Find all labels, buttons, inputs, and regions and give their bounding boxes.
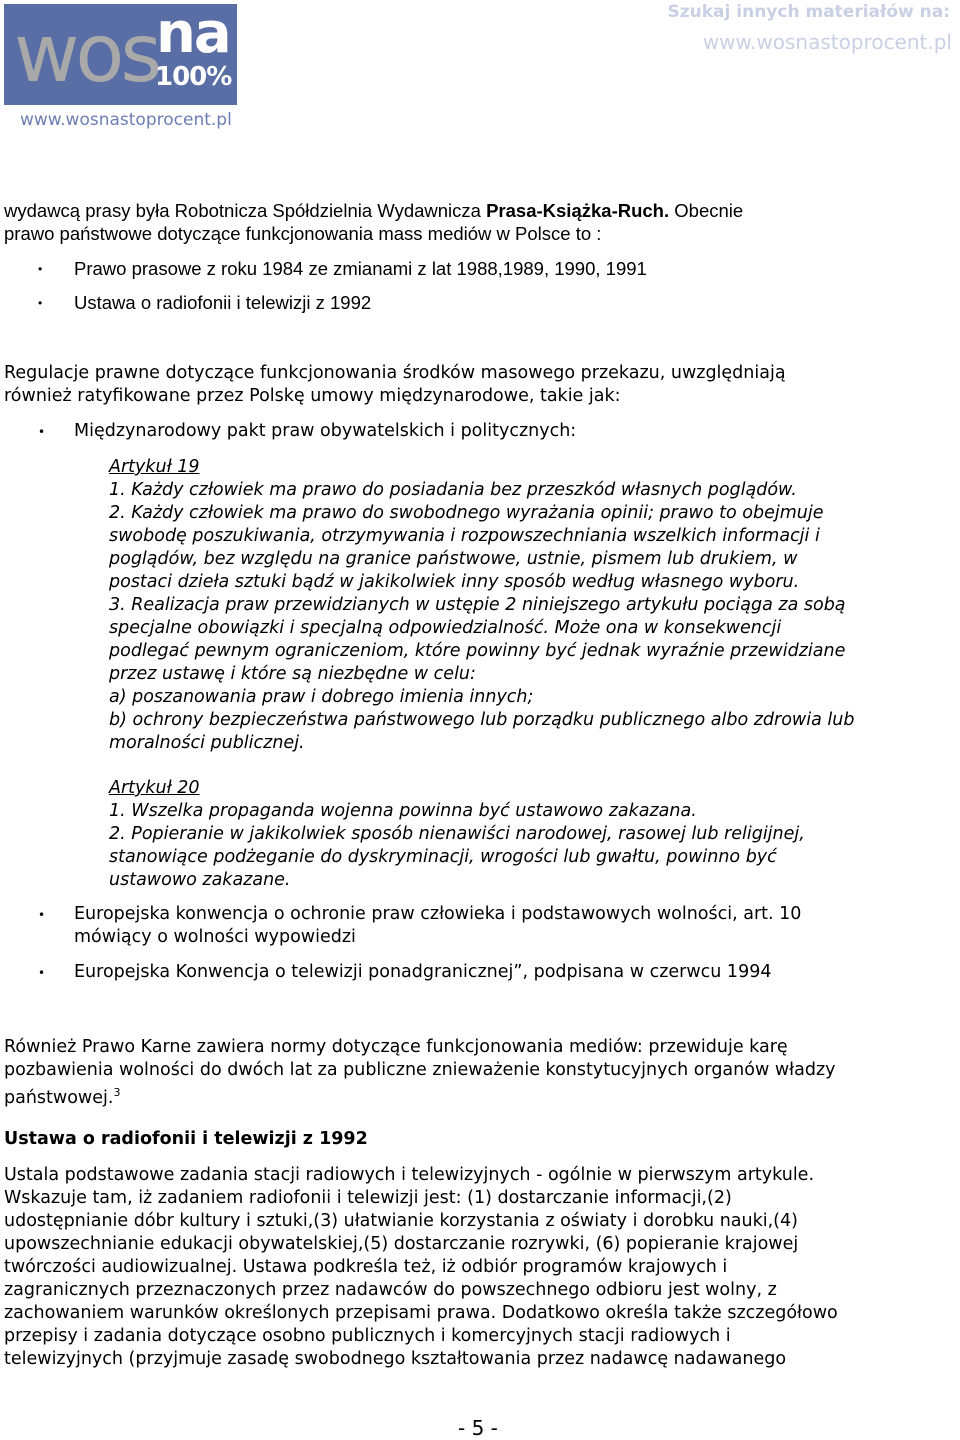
list-item-pakt: Międzynarodowy pakt praw obywatelskich i politycznych: xyxy=(74,421,577,441)
karne-text: państwowej. xyxy=(4,1087,114,1108)
ustawa-line: Wskazuje tam, iż zadaniem radiofonii i telewizji jest: (1) dostarczanie informacji,(2) xyxy=(4,1188,732,1208)
article-line: b) ochrony bezpieczeństwa państwowego lub porządku publicznego albo zdrowia lub xyxy=(109,710,855,730)
ustawa-line: zagranicznych przeznaczonych przez nadawców do powszechnego odbioru jest wolny, z xyxy=(4,1280,777,1300)
logo-url-link[interactable]: www.wosnastoprocent.pl xyxy=(20,110,232,130)
logo-wos-text: wos xyxy=(14,7,159,100)
article-line: specjalne obowiązki i specjalną odpowiedzialność. Może ona w konsekwencji xyxy=(109,618,782,638)
article-line: podlegać pewnym ograniczeniom, które powinny być jednak wyraźnie przewidziane xyxy=(109,641,846,661)
footnote-marker[interactable]: 3 xyxy=(113,1086,121,1099)
intro-line-2: prawo państwowe dotyczące funkcjonowania mass mediów w Polsce to : xyxy=(4,223,602,244)
karne-line-2: pozbawienia wolności do dwóch lat za publiczne znieważenie konstytucyjnych organów władzy xyxy=(4,1060,836,1080)
list-item-echr-line-2: mówiący o wolności wypowiedzi xyxy=(74,927,356,947)
list-item-echr-line-1: Europejska konwencja o ochronie praw człowieka i podstawowych wolności, art. 10 xyxy=(74,904,802,924)
site-logo[interactable] xyxy=(4,1,237,105)
intro-text-b: Obecnie xyxy=(669,200,744,221)
article-line: 3. Realizacja praw przewidzianych w ustępie 2 niniejszego artykułu pociąga za sobą xyxy=(109,595,846,615)
article-20 xyxy=(109,777,805,892)
karne-line-1: Również Prawo Karne zawiera normy dotyczące funkcjonowania mediów: przewiduje karę xyxy=(4,1037,788,1057)
bullet-icon: • xyxy=(38,262,43,276)
article-line: moralności publicznej. xyxy=(109,733,305,753)
bullet-icon: • xyxy=(38,296,43,310)
regulacje-line-2: również ratyfikowane przez Polskę umowy międzynarodowe, takie jak: xyxy=(4,386,621,406)
list-item: Ustawa o radiofonii i telewizji z 1992 xyxy=(74,292,372,313)
article-line: 2. Popieranie w jakikolwiek sposób nienawiści narodowej, rasowej lub religijnej, xyxy=(109,824,805,844)
bullet-icon: • xyxy=(38,425,46,439)
article-line: przez ustawę i które są niezbędne w celu: xyxy=(109,664,476,684)
intro-bold-name: Prasa-Książka-Ruch. xyxy=(486,200,670,221)
search-other-materials-label: Szukaj innych materiałów na: xyxy=(667,2,950,22)
list-item-tv-convention: Europejska Konwencja o telewizji ponadgranicznej”, podpisana w czerwcu 1994 xyxy=(74,962,772,982)
regulacje-line-1: Regulacje prawne dotyczące funkcjonowania środków masowego przekazu, uwzględniają xyxy=(4,363,786,383)
ustawa-line: telewizyjnych (przyjmuje zasadę swobodnego kształtowania przez nadawcę nadawanego xyxy=(4,1349,787,1369)
article-line: a) poszanowania praw i dobrego imienia innych; xyxy=(109,687,534,707)
ustawa-line: Ustala podstawowe zadania stacji radiowych i telewizyjnych - ogólnie w pierwszym artykule. xyxy=(4,1165,815,1185)
logo-na-text: na xyxy=(156,1,230,66)
ustawa-line: zachowaniem warunków określonych przepisami prawa. Dodatkowo określa także szczegółowo xyxy=(4,1303,838,1323)
ustawa-line: przepisy i zadania dotyczące osobno publicznych i komercyjnych stacji radiowych i xyxy=(4,1326,731,1346)
logo-percent-text: 100% xyxy=(155,62,232,92)
article-line: poglądów, bez względu na granice państwowe, ustnie, pismem lub drukiem, w xyxy=(109,549,798,569)
article-line: 1. Wszelka propaganda wojenna powinna być ustawowo zakazana. xyxy=(109,801,697,821)
bullet-icon: • xyxy=(38,966,46,980)
article-line: ustawowo zakazane. xyxy=(109,870,291,890)
article-line: stanowiące podżeganie do dyskryminacji, wrogości lub gwałtu, powinno być xyxy=(109,847,777,867)
article-19 xyxy=(109,456,854,755)
intro-line-1 xyxy=(4,199,743,223)
page-number: - 5 - xyxy=(458,1416,498,1440)
ustawa-line: upowszechnianie edukacji obywatelskiej,(5) dostarczanie rozrywki, (6) popieranie krajowej xyxy=(4,1234,799,1254)
article-19-title: Artykuł 19 xyxy=(109,457,200,477)
ustawa-line: twórczości audiowizualnej. Ustawa podkreśla też, iż odbiór programów krajowych i xyxy=(4,1257,728,1277)
intro-text-a: wydawcą prasy była Robotnicza Spółdzielnia Wydawnicza xyxy=(4,200,487,221)
karne-line-3 xyxy=(4,1082,120,1109)
bullet-icon: • xyxy=(38,908,46,922)
ustawa-line: udostępnianie dóbr kultury i sztuki,(3) ułatwianie korzystania z oświaty i dorobku nauki,(4) xyxy=(4,1211,798,1231)
header-site-link[interactable]: www.wosnastoprocent.pl xyxy=(702,30,952,54)
article-line: 2. Każdy człowiek ma prawo do swobodnego wyrażania opinii; prawo to obejmuje xyxy=(109,503,824,523)
article-line: swobodę poszukiwania, otrzymywania i rozpowszechniania wszelkich informacji i xyxy=(109,526,820,546)
article-20-title: Artykuł 20 xyxy=(109,778,200,798)
article-line: postaci dzieła sztuki bądź w jakikolwiek inny sposób według własnego wyboru. xyxy=(109,572,800,592)
section-heading-ustawa: Ustawa o radiofonii i telewizji z 1992 xyxy=(4,1129,368,1149)
list-item: Prawo prasowe z roku 1984 ze zmianami z lat 1988,1989, 1990, 1991 xyxy=(74,258,647,279)
article-line: 1. Każdy człowiek ma prawo do posiadania bez przeszkód własnych poglądów. xyxy=(109,480,797,500)
